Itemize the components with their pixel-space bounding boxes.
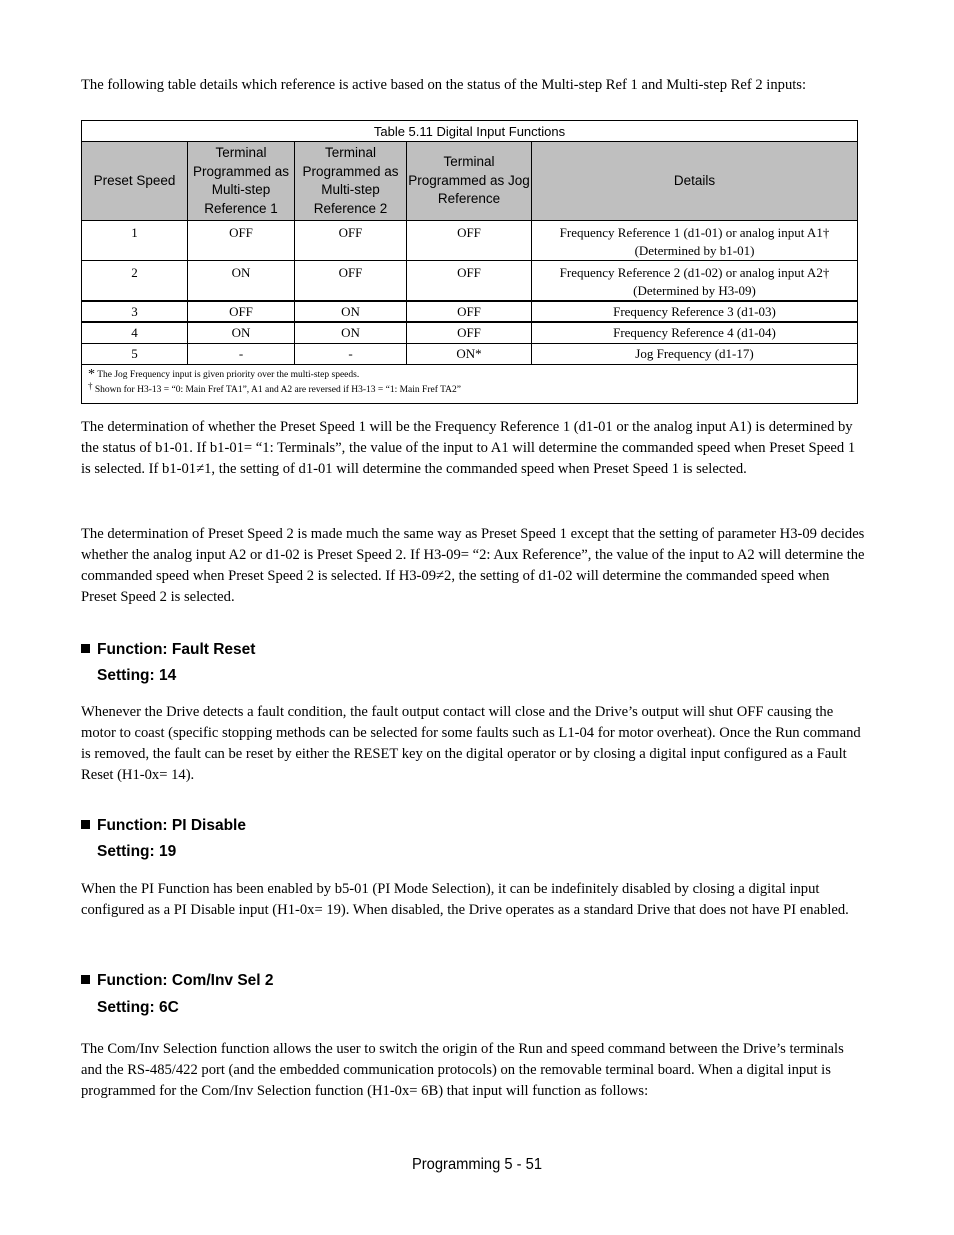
square-bullet-icon [81,975,90,984]
cell-ref2: OFF [295,261,407,302]
footnote-dagger [88,381,857,396]
square-bullet-icon [81,820,90,829]
cell-details: Frequency Reference 4 (d1-04) [532,322,858,343]
digital-input-functions-table [81,120,858,404]
cell-ref2: OFF [295,221,407,261]
heading-com-inv-sel [81,971,274,991]
cell-jog: OFF [407,221,532,261]
star-symbol: * [88,366,95,382]
table-row [82,322,858,343]
cell-jog: OFF [407,322,532,343]
cell-ref2: - [295,343,407,364]
paragraph-pi-disable: When the PI Function has been enabled by b5-01 (PI Mode Selection), it can be indefinitely disabled by closing a digital input configured as a PI Disable input (H1-0x= 19). When disabled, the Drive operates as a standard Drive that does not have PI enabled. [81,881,849,918]
details-line: Frequency Reference 2 (d1-02) or analog input A2† [559,265,830,280]
setting-pi-disable: Setting: 19 [97,843,177,860]
dagger-symbol: † [88,380,93,391]
details-line: (Determined by H3-09) [633,283,756,298]
table-notes [82,364,858,403]
intro-text: The following table details which reference is active based on the status of the Multi-step Ref 1 and Multi-step Ref 2 inputs: [81,77,807,93]
square-bullet-icon [81,644,90,653]
cell-ref1: OFF [188,301,295,322]
header-multistep-ref1: Terminal Programmed as Multi-step Reference 1 [188,142,295,221]
cell-ref1: OFF [188,221,295,261]
cell-ref1: ON [188,322,295,343]
cell-details [532,221,858,261]
table-row [82,343,858,364]
function-title: Function: PI Disable [97,817,246,834]
table-footnotes [82,364,858,403]
cell-jog: OFF [407,301,532,322]
page-footer: Programming 5 - 51 [411,1156,543,1173]
function-title: Function: Fault Reset [97,641,256,658]
paragraph-com-inv-sel: The Com/Inv Selection function allows the user to switch the origin of the Run and speed command between the Drive’s terminals and the RS-485/422 port (and the embedded communication protocols) on the removable terminal board. When a digital input is programmed for the Com/Inv Selection function (H1-0x= 6B) that input will function as follows: [81,1041,844,1099]
table-row [82,301,858,322]
table-row [82,261,858,302]
cell-jog: ON* [407,343,532,364]
footnote-star [88,366,857,382]
header-multistep-ref2: Terminal Programmed as Multi-step Reference 2 [295,142,407,221]
details-line: Frequency Reference 1 (d1-01) or analog input A1† [559,225,830,240]
header-preset-speed: Preset Speed [82,142,188,221]
cell-speed: 3 [82,301,188,322]
cell-speed: 1 [82,221,188,261]
header-jog-reference: Terminal Programmed as Jog Reference [407,142,532,221]
cell-speed: 5 [82,343,188,364]
cell-ref1: - [188,343,295,364]
setting-com-inv-sel: Setting: 6C [97,999,179,1016]
heading-pi-disable [81,816,246,836]
paragraph-fault-reset: Whenever the Drive detects a fault condition, the fault output contact will close and the Drive’s output will shut OFF causing the motor to coast (specific stopping methods can be selected for some faults such as L1-04 for motor overheat). Once the Run command is removed, the fault can be reset by either the RESET key on the digital operator or by closing a digital input configured as a Fault Reset (H1-0x= 14). [81,704,861,783]
cell-speed: 2 [82,261,188,302]
cell-ref1: ON [188,261,295,302]
footnote-star-text: The Jog Frequency input is given priority over the multi-step speeds. [97,369,360,380]
cell-details: Frequency Reference 3 (d1-03) [532,301,858,322]
cell-details: Jog Frequency (d1-17) [532,343,858,364]
footnote-dagger-text: Shown for H3-13 = “0: Main Fref TA1”, A1 and A2 are reversed if H3-13 = “1: Main Fref TA2” [94,384,461,395]
cell-ref2: ON [295,301,407,322]
header-details: Details [532,142,858,221]
details-line: (Determined by b1-01) [634,243,755,258]
heading-fault-reset [81,640,255,660]
cell-details [532,261,858,302]
paragraph-preset-speed-2: The determination of Preset Speed 2 is made much the same way as Preset Speed 1 except that the setting of parameter H3-09 decides whether the analog input A2 or d1-02 is Preset Speed 2. If H3-09= “2: Aux Reference”, the value of the input to A2 will determine the commanded speed when Preset Speed 2 is selected. If H3-09≠2, the setting of d1-02 will determine the commanded speed when Preset Speed 2 is selected. [81,526,865,605]
function-title: Function: Com/Inv Sel 2 [97,972,274,989]
setting-fault-reset: Setting: 14 [97,667,177,684]
cell-ref2: ON [295,322,407,343]
table-caption: Table 5.11 Digital Input Functions [82,121,858,142]
cell-speed: 4 [82,322,188,343]
cell-jog: OFF [407,261,532,302]
paragraph-preset-speed-1: The determination of whether the Preset Speed 1 will be the Frequency Reference 1 (d1-01 or the analog input A1) is determined by the status of b1-01. If b1-01= “1: Terminals”, the value of the input to A1 will determine the commanded speed when Preset Speed 1 is selected. If b1-01≠1, the setting of d1-01 will determine the commanded speed when Preset Speed 1 is selected. [81,419,856,477]
table-row [82,221,858,261]
